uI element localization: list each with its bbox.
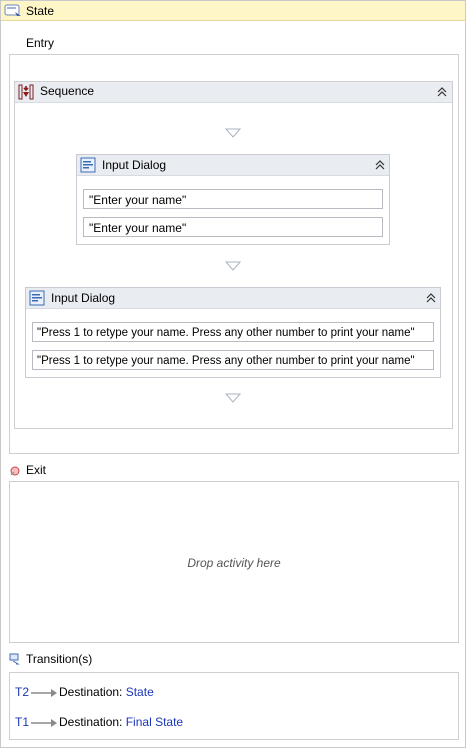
transitions-list: [9, 672, 459, 740]
entry-drop-area[interactable]: [9, 54, 459, 454]
input-dialog-icon: [80, 157, 96, 173]
input-dialog-activity[interactable]: [76, 154, 390, 245]
input-dialog-title: Input Dialog: [102, 158, 167, 172]
state-header[interactable]: [1, 1, 465, 21]
input-dialog-icon: [29, 290, 45, 306]
input-dialog-field[interactable]: "Press 1 to retype your name. Press any other number to print your name": [32, 350, 434, 370]
state-icon: [4, 3, 22, 18]
sequence-title: Sequence: [40, 84, 95, 98]
drop-target-arrow-icon[interactable]: [225, 128, 241, 138]
drop-target-arrow-icon[interactable]: [225, 261, 241, 271]
transition-name[interactable]: T2: [15, 685, 30, 699]
transitions-label: Transition(s): [26, 652, 93, 666]
exit-drop-area[interactable]: [9, 481, 459, 643]
destination-label: Destination:: [59, 715, 123, 729]
arrow-right-icon: [31, 719, 57, 727]
input-dialog-field[interactable]: "Enter your name": [83, 217, 383, 237]
transition-destination[interactable]: State: [125, 685, 154, 699]
input-dialog-field[interactable]: "Enter your name": [83, 189, 383, 209]
state-title: State: [26, 4, 55, 18]
collapse-icon[interactable]: [425, 292, 437, 304]
input-dialog-field[interactable]: "Press 1 to retype your name. Press any other number to print your name": [32, 322, 434, 342]
destination-label: Destination:: [59, 685, 123, 699]
transitions-icon: [9, 653, 21, 665]
collapse-icon[interactable]: [374, 159, 386, 171]
transition-destination[interactable]: Final State: [125, 715, 184, 729]
sequence-header[interactable]: [15, 82, 452, 103]
drop-target-arrow-icon[interactable]: [225, 393, 241, 403]
input-dialog-header[interactable]: [26, 288, 440, 309]
input-dialog-header[interactable]: [77, 155, 389, 176]
exit-label: Exit: [26, 463, 47, 477]
collapse-icon[interactable]: [436, 86, 448, 98]
sequence-activity[interactable]: [14, 81, 453, 429]
transition-name[interactable]: T1: [15, 715, 30, 729]
input-dialog-title: Input Dialog: [51, 291, 116, 305]
entry-label: Entry: [26, 36, 55, 50]
sequence-icon: [18, 84, 34, 100]
input-dialog-activity[interactable]: [25, 287, 441, 378]
drop-activity-hint: Drop activity here: [187, 556, 281, 570]
arrow-right-icon: [31, 689, 57, 697]
exit-icon: [9, 465, 21, 477]
